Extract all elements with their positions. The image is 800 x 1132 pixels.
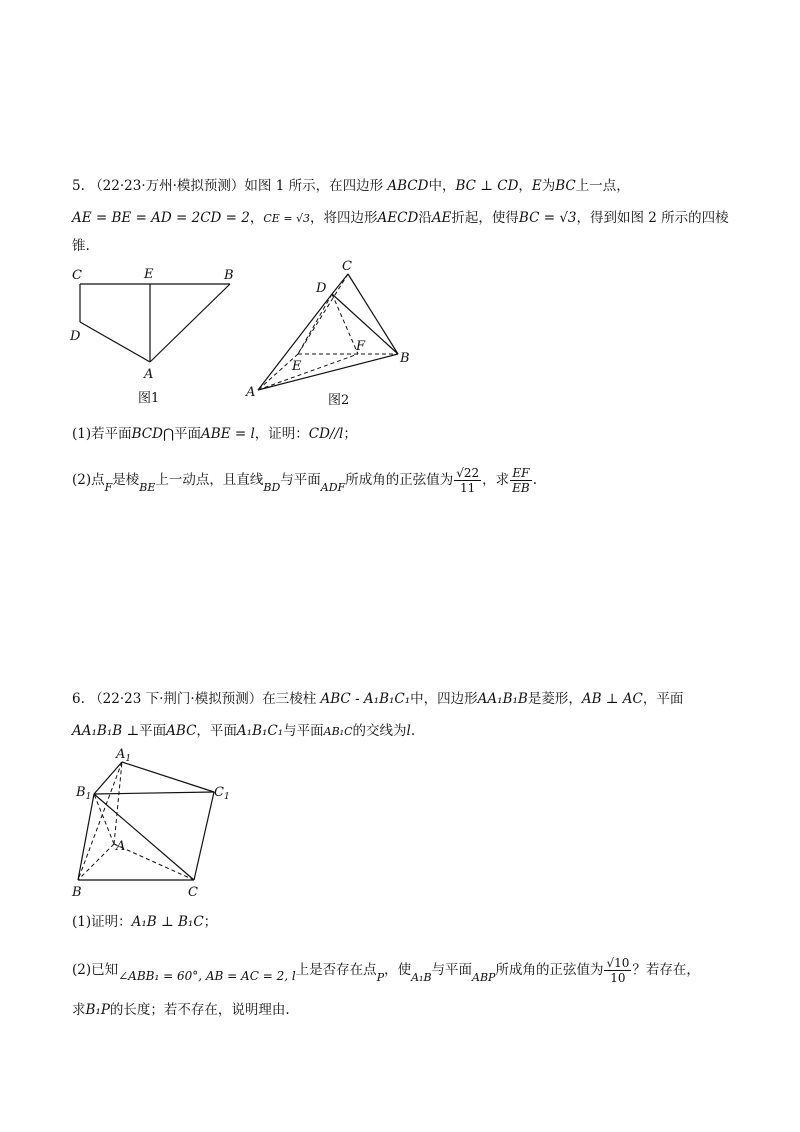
fig3-edge-cc1 <box>194 792 214 880</box>
q5-part-2-label: (2) <box>72 472 92 488</box>
q6-number: 6. <box>72 691 85 707</box>
q5-point-f: F <box>104 481 113 494</box>
q5-text: 沿 <box>418 210 432 226</box>
fig1-edge-da <box>80 322 150 362</box>
q5-text: 锥. <box>72 238 90 254</box>
fig1-caption: 图1 <box>138 391 160 406</box>
q5-eq1: AE = BE = AD = 2CD = 2 <box>72 210 250 226</box>
fig3-label-a: A <box>116 839 126 854</box>
frac-den: 11 <box>460 481 476 495</box>
q6-text: ，平面 <box>642 691 684 707</box>
q6-text: ，使 <box>384 962 412 978</box>
fig1-label-e: E <box>144 267 154 282</box>
fig2-label-e: E <box>292 359 302 374</box>
fig3-edge-b1c <box>94 794 194 880</box>
q6-text: ； <box>203 914 218 930</box>
q6-quad: AA₁B₁B <box>477 691 528 707</box>
frac-num: √10 <box>606 956 630 970</box>
q5-text: 平面 <box>174 426 202 442</box>
q5-text: ， <box>249 210 264 226</box>
q6-part-1-label: (1) <box>72 914 92 930</box>
q5-text: 折起，使得 <box>451 210 519 226</box>
fig2-edge-da <box>258 294 332 390</box>
fig2-edge-df <box>332 294 358 354</box>
frac-den: EB <box>512 481 530 495</box>
q5-ce: CE = √3 <box>263 212 311 225</box>
q5-intersect: ⋂ <box>162 426 175 442</box>
q5-point-e: E <box>531 178 542 194</box>
q6-prism: ABC - A₁B₁C₁ <box>320 691 411 707</box>
q5-ae: AE <box>431 210 452 226</box>
q5-text: 若平面 <box>91 426 132 442</box>
q6-condition: ∠ABB₁ = 60°, AB = AC = 2, l <box>118 969 296 983</box>
fig3-edge-a1b <box>78 762 122 880</box>
q5-part-1 <box>72 424 357 444</box>
fig1-label-b: B <box>224 268 234 283</box>
q5-part-1-label: (1) <box>72 426 92 442</box>
q6-sine-fraction <box>604 956 631 985</box>
fig2-label-a: A <box>246 385 256 400</box>
q6-perp: AB ⊥ AC <box>581 691 643 707</box>
q6-part-2-label: (2) <box>72 962 92 978</box>
q5-text: ， <box>518 178 532 194</box>
sub: 1 <box>223 792 230 802</box>
fig2-label-d: D <box>316 281 327 296</box>
q6-text: 的长度；若不存在，说明理由. <box>109 1002 290 1018</box>
fig3-edge-b1c1 <box>94 792 214 794</box>
q6-text: . <box>410 723 416 739</box>
q5-plane-abe: ABE = l <box>201 426 255 442</box>
q6-text: 证明： <box>91 914 132 930</box>
q5-sine-fraction <box>454 466 481 495</box>
q5-quad: ABCD <box>387 178 429 194</box>
q5-plane-adf: ADF <box>320 481 346 494</box>
fig2-edge-af <box>258 354 358 390</box>
q6-part-1 <box>72 912 217 932</box>
q5-figure-2 <box>240 256 420 416</box>
fig1-label-a: A <box>144 367 154 382</box>
fig2-label-c: C <box>342 259 352 274</box>
q6-plane-ab1c: AB₁C <box>323 725 353 738</box>
q5-perp: BC ⊥ CD <box>455 178 519 194</box>
frac-num: EF <box>510 466 532 481</box>
fig1-label-d: D <box>70 329 81 344</box>
fig2-caption: 图2 <box>328 393 350 408</box>
q6-part-2 <box>72 956 700 985</box>
fig3-edge-ac <box>114 844 194 880</box>
q6-plane-abp: ABP <box>472 971 496 984</box>
fig3-label-b: B <box>72 885 82 900</box>
fig3-label-c: C <box>188 885 198 900</box>
q5-line-bd: BD <box>263 481 281 494</box>
q5-line-2 <box>72 208 729 229</box>
fig3-edge-b1a1 <box>94 762 122 794</box>
q5-text: ； <box>343 426 357 442</box>
q6-text: 平面 <box>139 723 167 739</box>
q6-line-1 <box>72 689 683 709</box>
q5-text: 与平面 <box>280 472 321 488</box>
q6-plane-a1b1c1: A₁B₁C₁ <box>236 723 284 739</box>
fig3-edge-bb1 <box>78 794 94 880</box>
q6-line-l: l <box>406 723 411 739</box>
q6-text: 的交线为 <box>352 723 407 739</box>
sub: 1 <box>85 792 92 802</box>
label: B <box>76 785 86 800</box>
q5-part-2 <box>72 466 537 495</box>
q5-text: . <box>532 472 537 488</box>
fig2-label-b: B <box>400 351 410 366</box>
fig1-label-c: C <box>72 268 82 283</box>
label: C <box>214 785 224 800</box>
q5-text: 是棱 <box>112 472 140 488</box>
q5-line-3 <box>72 236 90 256</box>
q6-text: ，平面 <box>196 723 237 739</box>
q5-aecd: AECD <box>377 210 419 226</box>
fig3-label-b1 <box>75 785 91 802</box>
q5-text: ，证明： <box>254 426 309 442</box>
q5-source: （22·23·万州·模拟预测） <box>89 178 245 194</box>
fig2-edge-ab <box>258 354 398 390</box>
sub: 1 <box>125 754 132 764</box>
q5-text: 上一动点，且直线 <box>155 472 264 488</box>
q6-point-p: P <box>376 971 385 984</box>
frac-num: √22 <box>456 466 480 480</box>
q6-text: ？若存在， <box>632 962 700 978</box>
q6-text: 所成角的正弦值为 <box>495 962 604 978</box>
q6-plane-abc: ABC <box>166 723 197 739</box>
q5-text: 中， <box>428 178 456 194</box>
q5-text: 所成角的正弦值为 <box>345 472 454 488</box>
q6-text: 是菱形， <box>527 691 582 707</box>
fig3-label-a1 <box>115 747 131 764</box>
fig3-edge-aa1 <box>114 762 122 844</box>
q5-text: ，将四边形 <box>310 210 378 226</box>
q6-part-2-cont <box>72 1000 290 1020</box>
q5-text: 点 <box>91 472 105 488</box>
q5-seg-bc: BC <box>555 178 576 194</box>
fig1-edge-ba <box>150 284 230 362</box>
q6-line-a1b: A₁B <box>411 971 432 984</box>
q5-ratio-fraction <box>510 466 532 495</box>
fig2-label-f: F <box>356 339 366 354</box>
q6-perp-expr: A₁B ⊥ B₁C <box>131 914 204 930</box>
fig3-label-c1 <box>214 785 230 802</box>
q5-bc-eq: BC = √3 <box>518 210 577 226</box>
q6-text: 中，四边形 <box>410 691 478 707</box>
q6-text: 在三棱柱 <box>262 691 317 707</box>
q5-plane-bcd: BCD <box>131 426 163 442</box>
q6-text: 与平面 <box>431 962 473 978</box>
q6-text: 上是否存在点 <box>295 962 377 978</box>
fig3-edge-ab1 <box>94 794 114 844</box>
q5-number: 5. <box>72 178 85 194</box>
q6-text: 与平面 <box>283 723 324 739</box>
q6-plane-aa1b1b: AA₁B₁B ⊥ <box>72 723 140 739</box>
q5-edge-be: BE <box>139 481 156 494</box>
frac-den: 10 <box>610 971 626 985</box>
q5-text: 如图 1 所示，在四边形 <box>244 178 384 194</box>
q5-text: 为 <box>541 178 556 194</box>
q5-figure-1 <box>60 262 260 412</box>
q6-text: 求 <box>72 1002 86 1018</box>
q6-seg-b1p: B₁P <box>85 1002 110 1018</box>
q5-line-1 <box>72 176 630 196</box>
q6-text: 已知 <box>91 962 119 978</box>
fig3-edge-a1c1 <box>122 762 214 792</box>
label: A <box>116 747 126 762</box>
q5-text: 上一点， <box>575 178 630 194</box>
q5-cd-parallel: CD//l <box>308 426 344 442</box>
q6-source: （22·23 下·荆门·模拟预测） <box>89 691 263 707</box>
q6-line-2 <box>72 721 415 742</box>
q5-text: ，求 <box>482 472 510 488</box>
q5-text: ，得到如图 2 所示的四棱 <box>576 210 729 226</box>
q6-figure <box>66 746 246 900</box>
